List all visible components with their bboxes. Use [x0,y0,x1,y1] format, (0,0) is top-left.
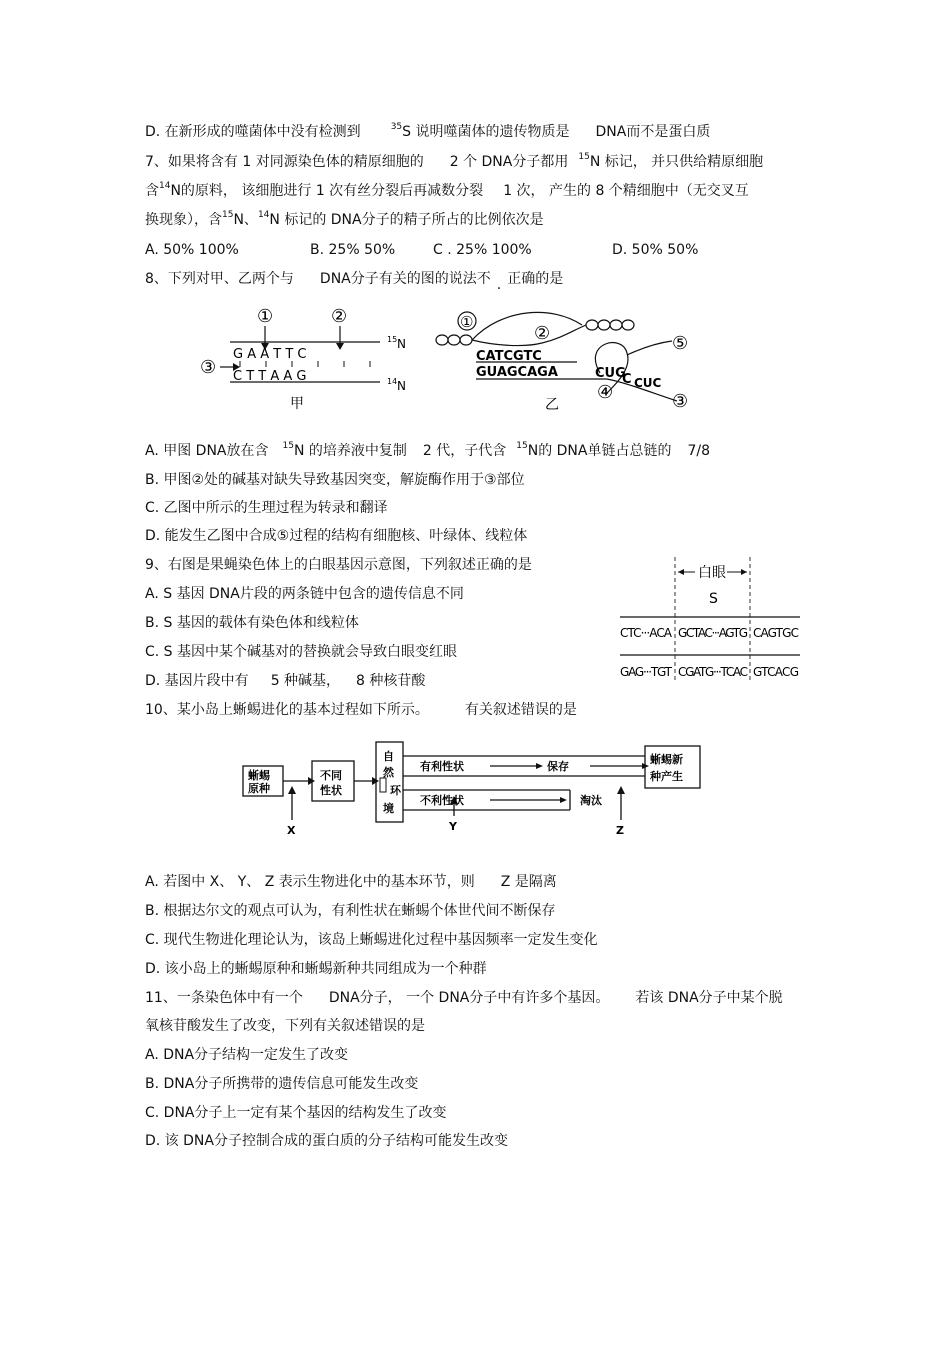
evo-env-2: 然 [383,766,394,779]
yi-marker-1: ① [460,313,474,331]
jia-marker-1: ① [257,306,274,327]
q10-stem: 10、某小岛上蜥蜴进化的基本过程如下所示。 有关叙述错误的是 [145,702,577,718]
yi-marker-4: ④ [597,382,614,403]
bottom-strand-right: GTCACG [753,665,799,679]
jia-bottom-strand: C T T A A G [233,369,307,384]
evo-new-species-line2: 种产生 [650,770,683,783]
q11-stem-line1: 11、一条染色体中有一个 DNA分子， 一个 DNA分子中有许多个基因。 若该 DNA分子中某个脱 [145,990,783,1006]
evo-unfavorable: 不利性状 [420,794,464,807]
gene-name: S [709,591,718,607]
q7-stem-line1: 7、如果将含有 1 对同源染色体的精原细胞的 2 个 DNA分子都用 $^{15}$N 标记， 并只供给精原细胞 [145,152,764,170]
q9-option-c: C. S 基因中某个碱基对的替换就会导致白眼变红眼 [145,644,458,660]
evo-new-species-line1: 蜥蜴新 [650,753,683,766]
q11-option-b: B. DNA分子所携带的遗传信息可能发生改变 [145,1076,419,1092]
q11-option-c: C. DNA分子上一定有某个基因的结构发生了改变 [145,1105,447,1121]
q8-option-d: D. 能发生乙图中合成⑤过程的结构有细胞核、叶绿体、线粒体 [145,528,528,544]
yi-caption: 乙 [545,397,559,413]
q7-stem-line3: 换现象），含$^{15}$N、$^{14}$N 标记的 DNA分子的精子所占的比例依次是 [145,210,544,228]
evo-env-1: 自 [383,750,394,763]
q10-option-d: D. 该小岛上的蜥蜴原种和蜥蜴新种共同组成为一个种群 [145,961,487,977]
yi-rna-tail-1: CUG [595,366,626,381]
q11-option-d: D. 该 DNA分子控制合成的蛋白质的分子结构可能发生改变 [145,1133,508,1149]
yi-dna-strand: CATCGTC [476,349,542,364]
jia-top-isotope: N [397,337,406,351]
q8-option-c: C. 乙图中所示的生理过程为转录和翻译 [145,500,388,516]
bottom-strand-left: GAG···TGT [620,665,672,679]
yi-marker-2: ② [534,323,551,344]
jia-bottom-isotope-mass: 14 [387,377,398,386]
jia-marker-2: ② [331,306,348,327]
figure-lizard-evolution [240,738,705,838]
gene-label: 白眼 [698,565,726,581]
evo-env-4: 境 [383,802,394,815]
q11-stem-line2: 氧核苷酸发生了改变，下列有关叙述错误的是 [145,1018,425,1034]
jia-marker-3: ③ [200,357,217,378]
q8-option-b: B. 甲图②处的碱基对缺失导致基因突变，解旋酶作用于③部位 [145,472,525,488]
figure-yi [432,303,712,415]
q10-option-a: A. 若图中 X、 Y、 Z 表示生物进化中的基本环节，则 Z 是隔离 [145,874,557,890]
bottom-strand-gene: CGATG···TCAC [678,665,748,679]
figure-jia [195,300,420,415]
q7-option-d: D. 50% 50% [612,242,699,258]
q7-stem-line2: 含$^{14}$N的原料， 该细胞进行 1 次有丝分裂后再减数分裂 1 次， 产生的 8 个精细胞中（无交叉互 [145,181,749,199]
top-strand-right: CAGTGC [753,626,799,640]
evo-favorable: 有利性状 [420,760,464,773]
evo-label-x: X [287,824,296,837]
q8-stem: 8、下列对甲、乙两个与 DNA分子有关的图的说法不 . 正确的是 [145,271,564,293]
yi-rna-tail-2: C [622,372,632,387]
top-strand-gene: GCTAC···AGTG [678,626,748,640]
q6-option-d: D. 在新形成的噬菌体中没有检测到 $^{35}$S 说明噬菌体的遗传物质是 DNA而不是蛋白质 [145,122,711,140]
evo-env-3: 环 [390,784,401,797]
evo-label-z: Z [616,824,624,837]
jia-top-isotope-mass: 15 [387,335,398,344]
evo-traits-line1: 不同 [320,769,342,782]
figure-white-eye-gene [615,555,805,687]
q7-option-c: C . 25% 100% [433,242,532,258]
jia-caption: 甲 [290,396,304,412]
q10-option-c: C. 现代生物进化理论认为，该岛上蜥蜴进化过程中基因频率一定发生变化 [145,932,598,948]
yi-rna-strand: GUAGCAGA [476,365,558,380]
q9-stem: 9、右图是果蝇染色体上的白眼基因示意图，下列叙述正确的是 [145,557,532,573]
evo-preserve: 保存 [547,760,569,773]
jia-bottom-isotope: N [397,379,406,393]
q9-option-d: D. 基因片段中有 5 种碱基， 8 种核苷酸 [145,673,426,689]
top-strand-left: CTC···ACA [620,626,672,640]
q8-option-a: A. 甲图 DNA放在含 $^{15}$N 的培养液中复制 2 代，子代含 $^{15}$N的 DNA单链占总链的 7/8 [145,441,711,459]
q9-option-a: A. S 基因 DNA片段的两条链中包含的遗传信息不同 [145,586,464,602]
evo-label-y: Y [449,820,457,833]
q11-option-a: A. DNA分子结构一定发生了改变 [145,1047,349,1063]
evo-origin-line2: 原种 [248,782,270,795]
evo-origin-line1: 蜥蜴 [248,769,270,782]
yi-marker-5: ⑤ [672,333,689,354]
evo-eliminate: 淘汰 [580,794,602,807]
yi-rna-tail-3: CUC [634,376,662,390]
q7-option-b: B. 25% 50% [310,242,396,258]
q10-option-b: B. 根据达尔文的观点可认为，有利性状在蜥蜴个体世代间不断保存 [145,903,556,919]
q9-option-b: B. S 基因的载体有染色体和线粒体 [145,615,359,631]
yi-marker-3: ③ [672,391,689,412]
evo-traits-line2: 性状 [320,784,342,797]
jia-top-strand: G A A T T C [233,347,307,362]
q7-option-a: A. 50% 100% [145,242,239,258]
